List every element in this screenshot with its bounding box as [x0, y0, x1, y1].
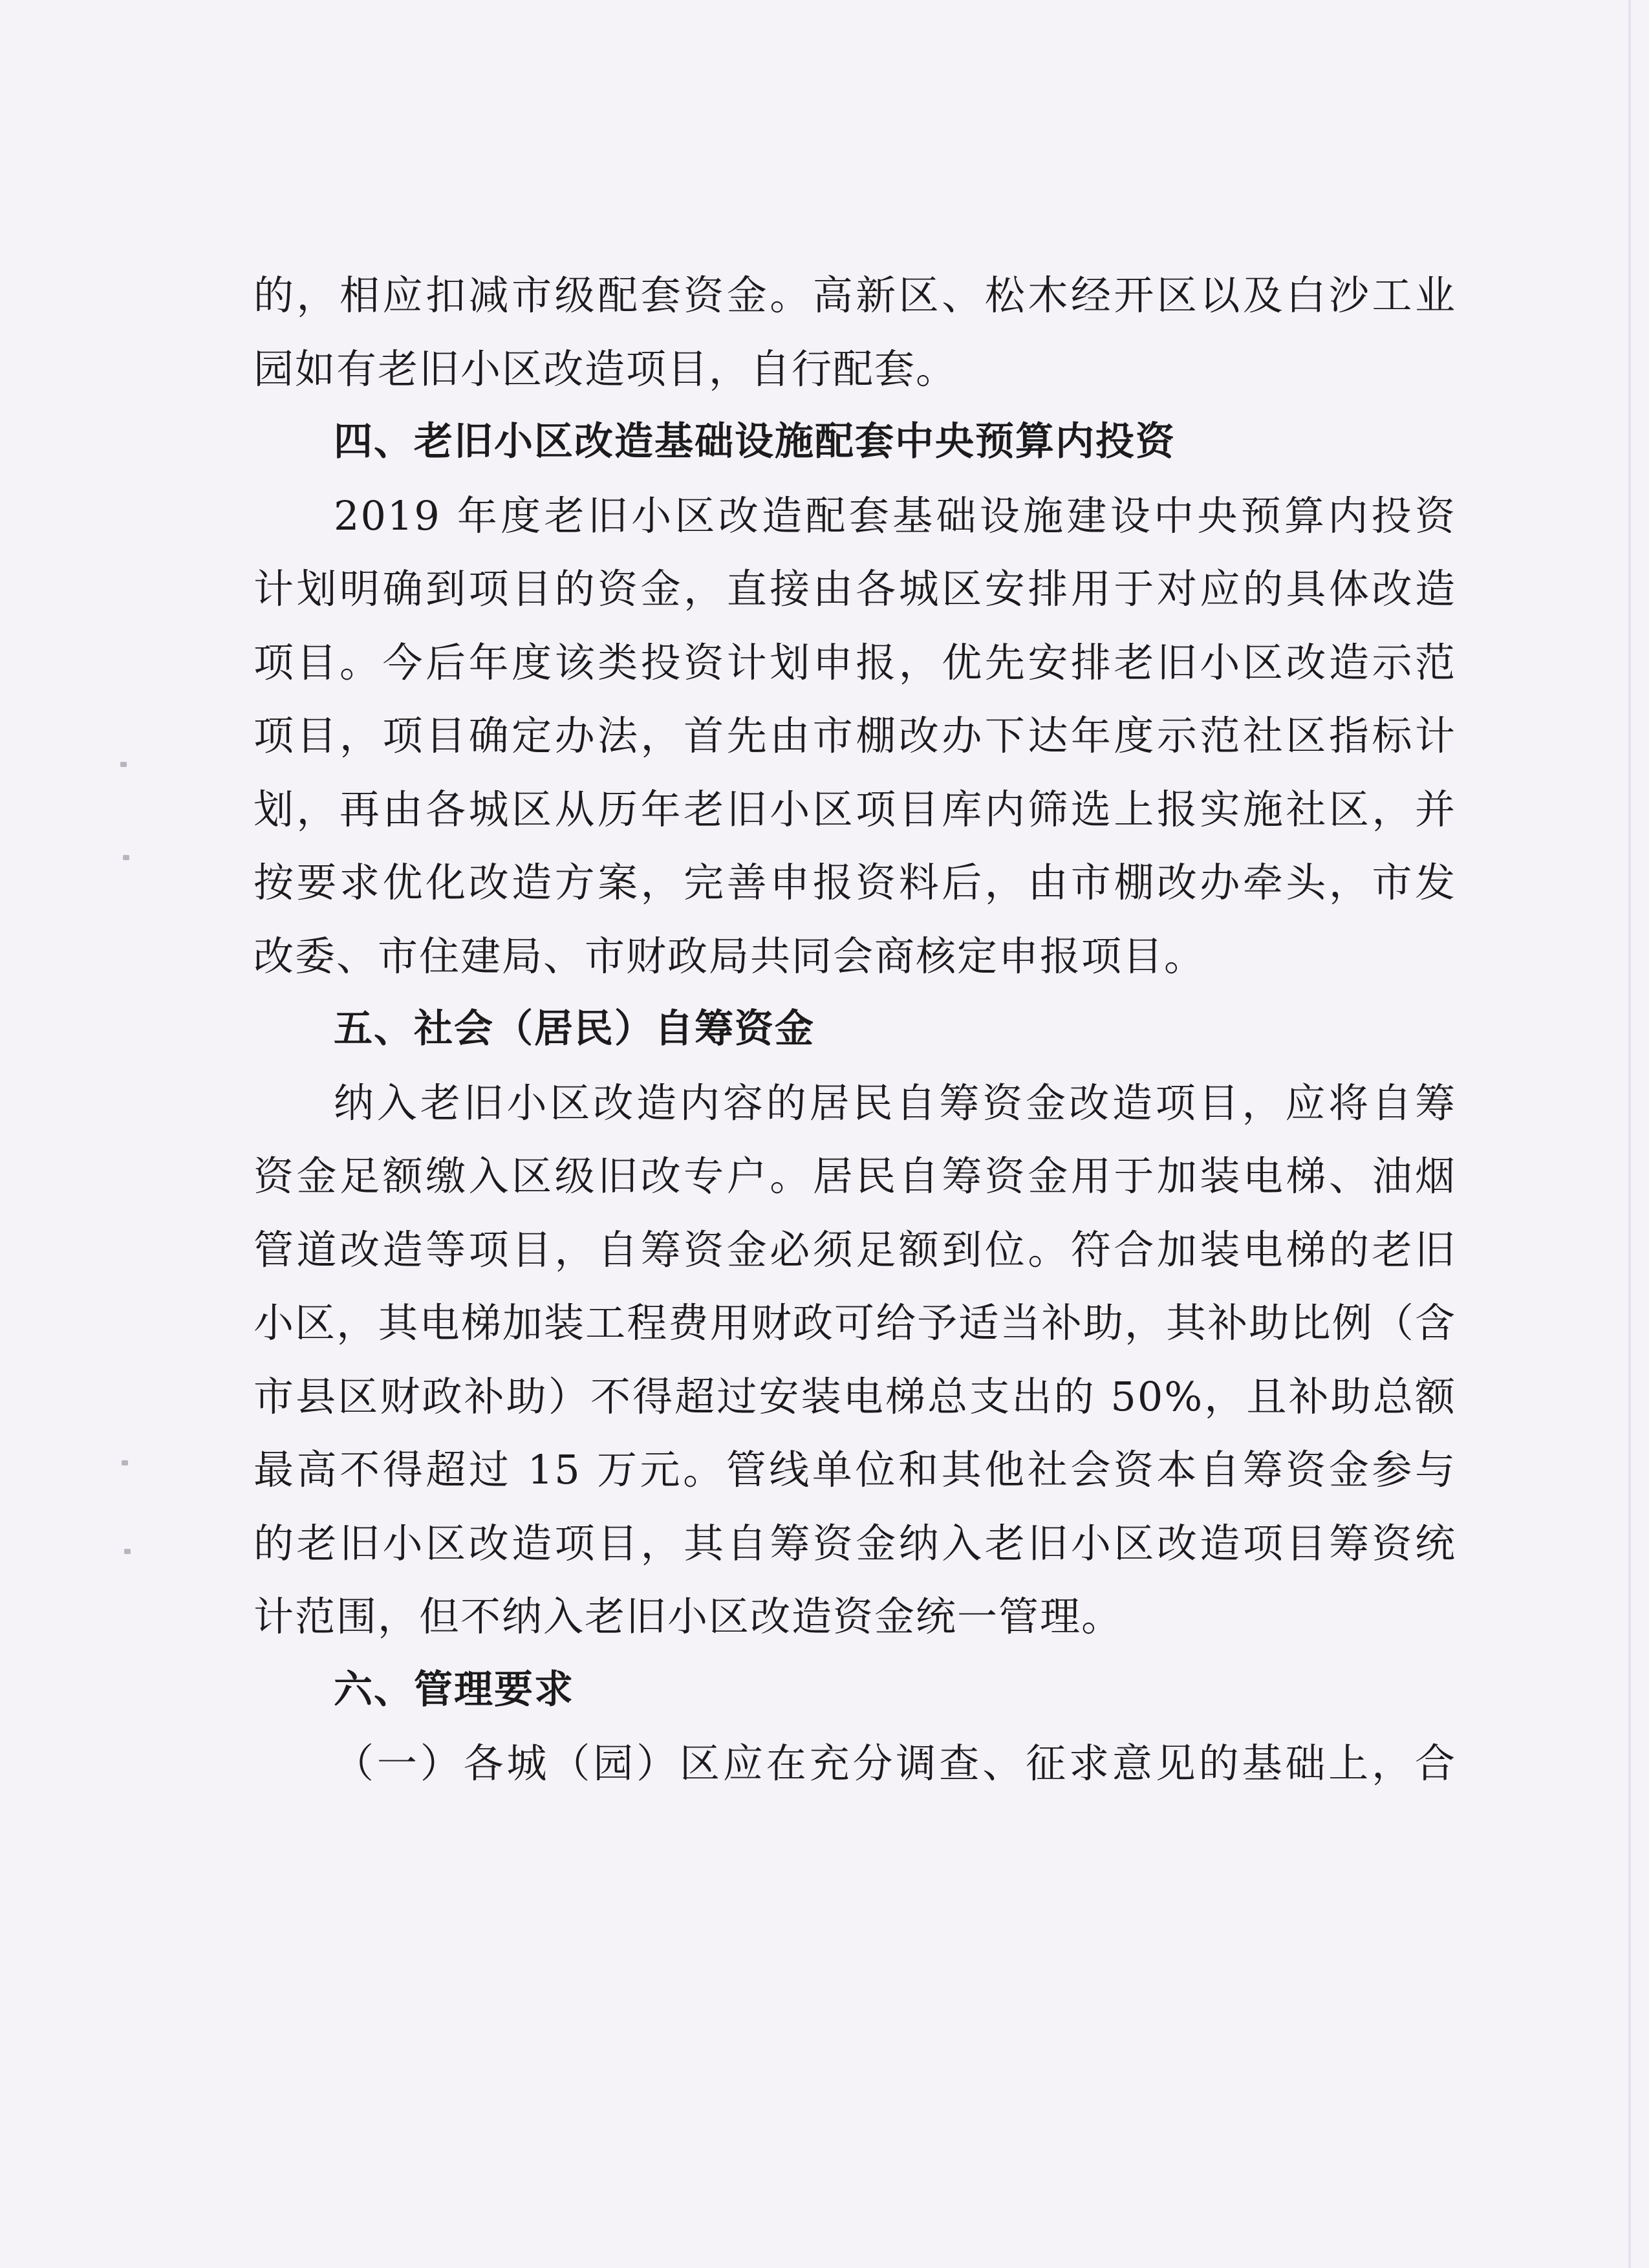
document-body — [253, 259, 1456, 1800]
section-heading: 四、老旧小区改造基础设施配套中央预算内投资 — [334, 419, 1176, 464]
paragraph-line: 划，再由各城区从历年老旧小区项目库内筛选上报实施社区，并 — [253, 785, 1456, 833]
paragraph-line: 小区，其电梯加装工程费用财政可给予适当补助，其补助比例（含 — [253, 1299, 1456, 1346]
paragraph-line: 计范围，但不纳入老旧小区改造资金统一管理。 — [253, 1593, 1123, 1640]
paragraph-line: 的，相应扣减市级配套资金。高新区、松木经开区以及白沙工业 — [253, 272, 1456, 319]
paragraph-line: 改委、市住建局、市财政局共同会商核定申报项目。 — [253, 932, 1206, 980]
paragraph-line: 资金足额缴入区级旧改专户。居民自筹资金用于加装电梯、油烟 — [253, 1152, 1456, 1200]
paragraph-line: 的老旧小区改造项目，其自筹资金纳入老旧小区改造项目筹资统 — [253, 1519, 1456, 1567]
scan-speck — [122, 1460, 128, 1465]
paragraph-line: 按要求优化改造方案，完善申报资料后，由市棚改办牵头，市发 — [253, 859, 1456, 906]
paragraph-line: 项目。今后年度该类投资计划申报，优先安排老旧小区改造示范 — [253, 638, 1456, 686]
section-heading: 六、管理要求 — [334, 1667, 574, 1712]
paragraph-line: 市县区财政补助）不得超过安装电梯总支出的 50%，且补助总额 — [253, 1372, 1456, 1420]
scan-speck — [123, 855, 129, 860]
paragraph-line: 纳入老旧小区改造内容的居民自筹资金改造项目，应将自筹 — [334, 1079, 1456, 1127]
section-heading: 五、社会（居民）自筹资金 — [334, 1006, 815, 1052]
paragraph-line: 管道改造等项目，自筹资金必须足额到位。符合加装电梯的老旧 — [253, 1226, 1456, 1273]
paragraph-line: 计划明确到项目的资金，直接由各城区安排用于对应的具体改造 — [253, 565, 1456, 612]
paragraph-line: 2019 年度老旧小区改造配套基础设施建设中央预算内投资 — [334, 491, 1456, 539]
paragraph-line: 最高不得超过 15 万元。管线单位和其他社会资本自筹资金参与 — [253, 1446, 1456, 1493]
scan-speck — [124, 1549, 131, 1554]
paragraph-line: 园如有老旧小区改造项目，自行配套。 — [253, 345, 958, 393]
scan-speck — [120, 762, 127, 767]
scan-edge — [1628, 0, 1631, 2268]
paragraph-line: （一）各城（园）区应在充分调查、征求意见的基础上，合 — [334, 1740, 1456, 1787]
paragraph-line: 项目，项目确定办法，首先由市棚改办下达年度示范社区指标计 — [253, 712, 1456, 759]
